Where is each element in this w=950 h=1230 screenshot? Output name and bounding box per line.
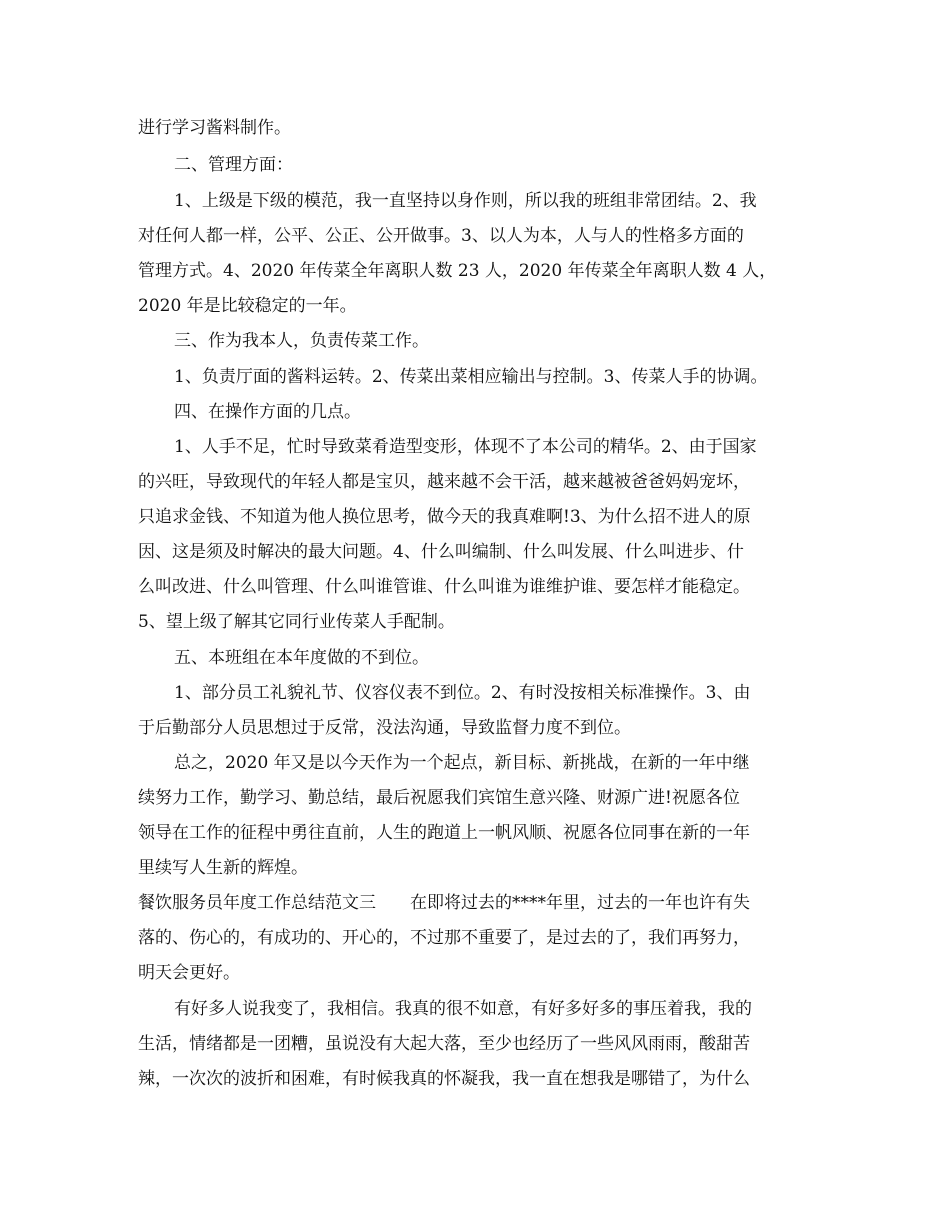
- text-line: 落的、伤心的，有成功的、开心的，不过那不重要了，是过去的了，我们再努力，: [138, 928, 750, 948]
- text-line: 5、望上级了解其它同行业传菜人手配制。: [138, 612, 455, 632]
- text-line: 辣，一次次的波折和困难，有时候我真的怀凝我，我一直在想我是哪错了，为什么: [138, 1069, 750, 1089]
- text-line: 进行学习酱料制作。: [138, 118, 291, 138]
- text-line: 生活，情绪都是一团糟，虽说没有大起大落，至少也经历了一些风风雨雨，酸甜苦: [138, 1034, 750, 1054]
- section-heading: 三、作为我本人，负责传菜工作。: [174, 331, 429, 351]
- section-heading: 四、在操作方面的几点。: [174, 402, 361, 422]
- text-line: 管理方式。4、2020 年传菜全年离职人数 23 人，2020 年传菜全年离职人数 4 人，: [138, 261, 777, 281]
- text-line: 2020 年是比较稳定的一年。: [138, 296, 357, 316]
- text-line: 明天会更好。: [138, 963, 240, 983]
- text-line: 对任何人都一样，公平、公正、公开做事。3、以人为本，人与人的性格多方面的: [138, 226, 744, 246]
- text-line: 1、负责厅面的酱料运转。2、传菜出菜相应输出与控制。3、传菜人手的协调。: [174, 367, 768, 387]
- text-line: 1、人手不足，忙时导致菜肴造型变形，体现不了本公司的精华。2、由于国家: [174, 437, 757, 457]
- text-line: 总之，2020 年又是以今天作为一个起点，新目标、新挑战，在新的一年中继: [174, 753, 750, 773]
- text-line: 于后勤部分人员思想过于反常，没法沟通，导致监督力度不到位。: [138, 718, 631, 738]
- section-heading: 五、本班组在本年度做的不到位。: [174, 648, 429, 668]
- text-line: 1、部分员工礼貌礼节、仪容仪表不到位。2、有时没按相关标准操作。3、由: [174, 683, 751, 703]
- text-line: 只追求金钱、不知道为他人换位思考，做今天的我真难啊!3、为什么招不进人的原: [138, 507, 751, 527]
- text-line: 有好多人说我变了，我相信。我真的很不如意，有好多好多的事压着我，我的: [174, 999, 752, 1019]
- section-heading: 二、管理方面：: [174, 155, 293, 175]
- text-line: 因、这是须及时解决的最大问题。4、什么叫编制、什么叫发展、什么叫进步、什: [138, 542, 744, 562]
- text-line: 么叫改进、什么叫管理、什么叫谁管谁、什么叫谁为谁维护谁、要怎样才能稳定。: [138, 577, 750, 597]
- text-line: 里续写人生新的辉煌。: [138, 858, 308, 878]
- text-line: 领导在工作的征程中勇往直前，人生的跑道上一帆风顺、祝愿各位同事在新的一年: [138, 823, 750, 843]
- text-line: 的兴旺，导致现代的年轻人都是宝贝，越来越不会干活，越来越被爸爸妈妈宠坏，: [138, 472, 750, 492]
- text-line: 续努力工作，勤学习、勤总结，最后祝愿我们宾馆生意兴隆、财源广进!祝愿各位: [138, 788, 740, 808]
- text-line: 1、上级是下级的模范，我一直坚持以身作则，所以我的班组非常团结。2、我: [174, 191, 757, 211]
- text-line: 餐饮服务员年度工作总结范文三 在即将过去的****年里，过去的一年也许有失: [138, 893, 750, 913]
